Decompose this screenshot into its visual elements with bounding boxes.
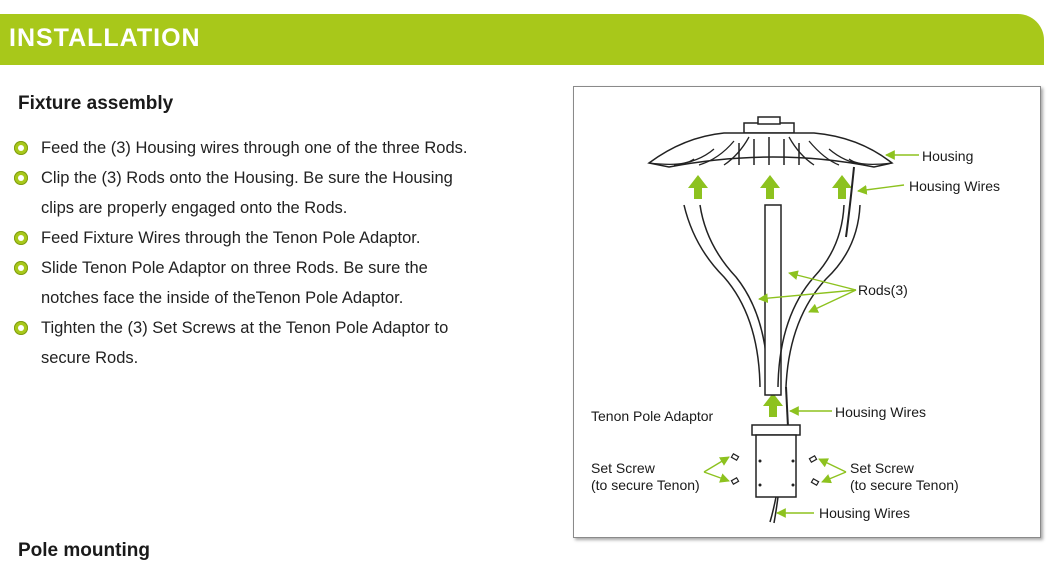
step-text: Tighten the (3) Set Screws at the Tenon Pole Adaptor to <box>41 319 449 337</box>
bullet-icon <box>14 231 28 245</box>
label-housing-wires-mid: Housing Wires <box>835 404 927 420</box>
housing-shape <box>649 117 892 167</box>
label-set-screw-left: Set Screw <box>591 460 655 476</box>
label-tenon-pole-adaptor: Tenon Pole Adaptor <box>591 408 714 424</box>
step-item <box>14 133 544 163</box>
label-housing-wires-bottom: Housing Wires <box>819 505 911 521</box>
step-item <box>14 163 544 223</box>
page-title: INSTALLATION <box>9 24 201 52</box>
bullet-icon <box>14 141 28 155</box>
step-item <box>14 313 544 373</box>
bullet-icon <box>14 171 28 185</box>
tenon-pole-adaptor-shape <box>752 425 800 497</box>
bullet-icon <box>14 321 28 335</box>
label-housing: Housing <box>922 148 974 164</box>
step-text: Slide Tenon Pole Adaptor on three Rods. Be sure the <box>41 259 428 277</box>
step-text-continued: notches face the inside of theTenon Pole Adaptor. <box>41 289 404 307</box>
step-text: Feed the (3) Housing wires through one of the three Rods. <box>41 139 468 157</box>
label-set-screw-right-note: (to secure Tenon) <box>850 477 959 493</box>
installation-banner <box>0 14 1044 65</box>
section-title-pole-mounting: Pole mounting <box>18 540 150 561</box>
step-text: Feed Fixture Wires through the Tenon Pole Adaptor. <box>41 229 421 247</box>
step-text-continued: secure Rods. <box>41 349 139 367</box>
steps-list <box>14 133 544 373</box>
label-set-screw-right: Set Screw <box>850 460 914 476</box>
label-rods: Rods(3) <box>858 282 908 298</box>
label-set-screw-left-note: (to secure Tenon) <box>591 477 700 493</box>
step-item <box>14 223 544 253</box>
step-text-continued: clips are properly engaged onto the Rods. <box>41 199 348 217</box>
section-title-fixture-assembly: Fixture assembly <box>18 93 174 114</box>
housing-wire-shape <box>786 387 788 427</box>
bullet-icon <box>14 261 28 275</box>
bottom-wires-shape <box>770 497 778 523</box>
rods-shape <box>684 167 860 395</box>
step-item <box>14 253 544 313</box>
assembly-diagram <box>573 86 1041 538</box>
label-housing-wires-top: Housing Wires <box>909 178 1001 194</box>
step-text: Clip the (3) Rods onto the Housing. Be sure the Housing <box>41 169 453 187</box>
assembly-diagram-svg <box>574 87 1040 537</box>
